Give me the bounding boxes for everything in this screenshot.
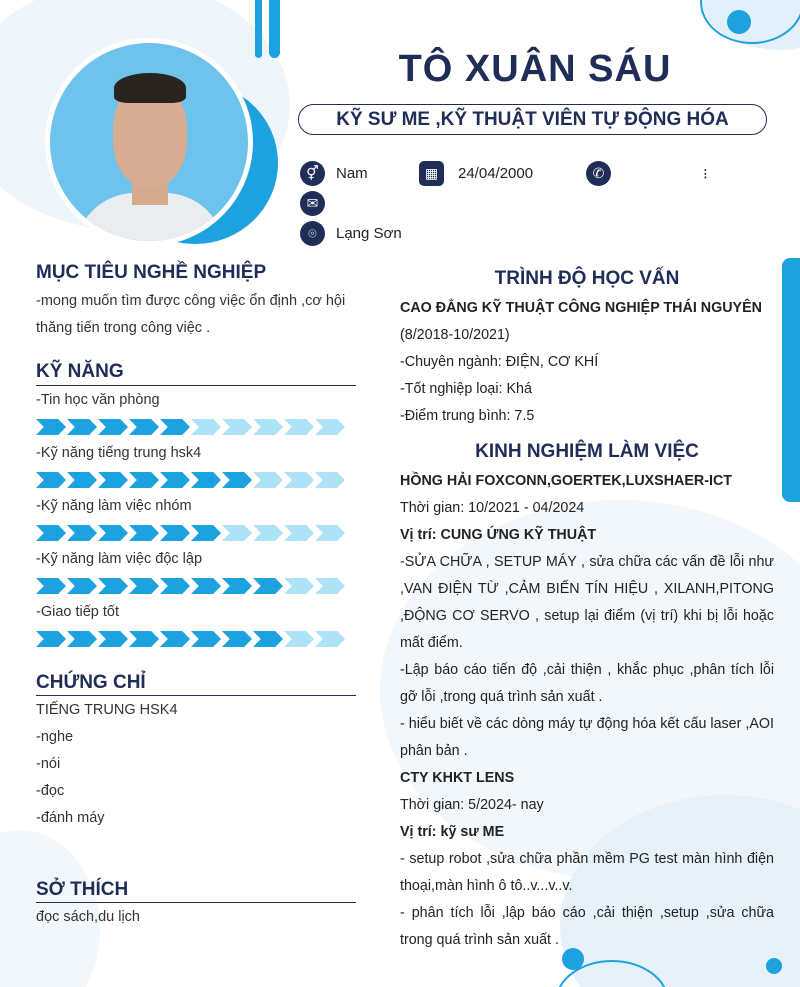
- skill-chevron: [36, 472, 66, 488]
- certificate-item: -đánh máy: [36, 810, 105, 826]
- job-description: -SỬA CHỮA , SETUP MÁY , sửa chữa các vấn đề lỗi như ,VAN ĐIỆN TỪ ,CẢM BIẾN TÍN HIỆU , XILANH,PITONG ,ĐỘNG CƠ SERVO , setup lại điểm (vị trí) khi bị lỗi hoặc mất điểm.: [400, 554, 774, 651]
- skill-chevron: [222, 472, 252, 488]
- person-hair: [114, 73, 186, 103]
- skill-chevron: [315, 472, 345, 488]
- job-description: - setup robot ,sửa chữa phần mềm PG test màn hình điện thoại,màn hình ô tô..v...v..v.: [400, 851, 774, 894]
- job-description: - hiểu biết về các dòng máy tự động hóa kết cấu laser ,AOI phân bản .: [400, 716, 774, 759]
- skill-chevron: [160, 578, 190, 594]
- skill-chevron: [191, 419, 221, 435]
- education-school: CAO ĐẲNG KỸ THUẬT CÔNG NGHIỆP THÁI NGUYÊN: [400, 300, 762, 316]
- skill-chevron: [98, 525, 128, 541]
- education-gpa: -Điểm trung bình: 7.5: [400, 408, 535, 424]
- education-major: -Chuyên ngành: ĐIỆN, CƠ KHÍ: [400, 354, 599, 370]
- skill-chevron: [67, 525, 97, 541]
- objective-line-1: -mong muốn tìm được công việc ổn định ,cơ hội: [36, 293, 346, 309]
- skill-chevron: [315, 525, 345, 541]
- education-title: TRÌNH ĐỘ HỌC VẤN: [494, 268, 680, 289]
- top-bar-1: [255, 0, 262, 58]
- side-bar-right: [782, 258, 800, 502]
- job-description: - phân tích lỗi ,lập báo cáo ,cải thiện ,setup ,sửa chữa trong quá trình sản xuất .: [400, 905, 774, 948]
- phone-value: ⁝: [703, 166, 708, 183]
- hobbies-text: đọc sách,du lịch: [36, 909, 140, 925]
- skill-chevron: [36, 631, 66, 647]
- skills-divider: [36, 385, 356, 386]
- skill-chevron: [67, 631, 97, 647]
- skill-label: -Kỹ năng làm việc độc lập: [36, 551, 203, 567]
- skill-chevron: [253, 419, 283, 435]
- certificate-item: TIẾNG TRUNG HSK4: [36, 702, 178, 718]
- address-value: Lạng Sơn: [336, 225, 402, 242]
- certificate-item: -đọc: [36, 783, 65, 799]
- skill-label: -Giao tiếp tốt: [36, 604, 120, 620]
- skill-chevron: [315, 578, 345, 594]
- gender-icon: ⚥: [300, 161, 325, 186]
- skill-chevron: [67, 578, 97, 594]
- skill-chevron: [98, 631, 128, 647]
- skill-chevron: [191, 631, 221, 647]
- skill-chevron: [129, 631, 159, 647]
- skill-chevron: [36, 419, 66, 435]
- hobbies-title: SỞ THÍCH: [36, 879, 129, 900]
- objective-title: MỤC TIÊU NGHỀ NGHIỆP: [36, 262, 267, 283]
- top-bar-2: [269, 0, 280, 58]
- certificates-divider: [36, 695, 356, 696]
- objective-line-2: thăng tiến trong công việc .: [36, 320, 211, 336]
- certificates-title: CHỨNG CHỈ: [36, 672, 146, 693]
- job-position: Vị trí: CUNG ỨNG KỸ THUẬT: [400, 527, 597, 543]
- skill-chevron: [191, 472, 221, 488]
- calendar-icon: ▦: [419, 161, 444, 186]
- dot-top-right: [727, 10, 751, 34]
- skill-chevron: [315, 419, 345, 435]
- job-time: Thời gian: 10/2021 - 04/2024: [400, 500, 585, 516]
- skill-chevron: [36, 578, 66, 594]
- skill-chevron: [160, 525, 190, 541]
- skill-chevron: [222, 419, 252, 435]
- skill-chevron: [284, 419, 314, 435]
- job-description: -Lập báo cáo tiến độ ,cải thiện , khắc phục ,phân tích lỗi gỡ lỗi ,trong quá trình sản xuất .: [400, 662, 774, 705]
- skill-label: -Tin học văn phòng: [36, 392, 160, 408]
- hobbies-divider: [36, 902, 356, 903]
- skill-chevron: [191, 525, 221, 541]
- dot-bottom-right: [766, 958, 782, 974]
- skill-chevron: [315, 631, 345, 647]
- skill-chevron: [67, 419, 97, 435]
- skill-chevron: [129, 472, 159, 488]
- candidate-name: TÔ XUÂN SÁU: [398, 48, 672, 90]
- skill-chevron: [67, 472, 97, 488]
- skill-chevron: [129, 525, 159, 541]
- education-period: (8/2018-10/2021): [400, 327, 510, 343]
- skill-chevron: [98, 578, 128, 594]
- skill-chevron: [222, 525, 252, 541]
- phone-icon: ✆: [586, 161, 611, 186]
- skill-chevron: [129, 578, 159, 594]
- skill-chevron: [284, 525, 314, 541]
- skill-chevron: [98, 419, 128, 435]
- education-grade: -Tốt nghiệp loại: Khá: [400, 381, 532, 397]
- skill-chevron: [284, 578, 314, 594]
- certificate-item: -nói: [36, 756, 61, 772]
- skill-chevron: [160, 472, 190, 488]
- skill-chevron: [36, 525, 66, 541]
- skills-title: KỸ NĂNG: [36, 361, 124, 382]
- location-pin-icon: ⌾: [300, 221, 325, 246]
- skill-chevron: [222, 578, 252, 594]
- job-title-badge: KỸ SƯ ME ,KỸ THUẬT VIÊN TỰ ĐỘNG HÓA: [298, 104, 767, 135]
- job-time: Thời gian: 5/2024- nay: [400, 797, 544, 813]
- birthday-value: 24/04/2000: [458, 165, 534, 182]
- experience-title: KINH NGHIỆM LÀM VIỆC: [475, 441, 699, 462]
- skill-chevron: [160, 419, 190, 435]
- skill-chevron: [253, 631, 283, 647]
- job-company: HỒNG HẢI FOXCONN,GOERTEK,LUXSHAER-ICT: [400, 473, 733, 489]
- certificate-item: -nghe: [36, 729, 74, 745]
- avatar-photo: [50, 43, 248, 241]
- email-icon: ✉: [300, 191, 325, 216]
- skill-chevron: [284, 472, 314, 488]
- skill-label: -Kỹ năng tiếng trung hsk4: [36, 445, 202, 461]
- skill-chevron: [191, 578, 221, 594]
- skill-chevron: [284, 631, 314, 647]
- job-company: CTY KHKT LENS: [400, 770, 515, 786]
- skill-label: -Kỹ năng làm việc nhóm: [36, 498, 192, 514]
- skill-chevron: [253, 472, 283, 488]
- skill-chevron: [160, 631, 190, 647]
- skill-chevron: [253, 578, 283, 594]
- skill-chevron: [129, 419, 159, 435]
- gender-value: Nam: [336, 165, 368, 182]
- skill-chevron: [98, 472, 128, 488]
- skill-chevron: [253, 525, 283, 541]
- skill-chevron: [222, 631, 252, 647]
- job-position: Vị trí: kỹ sư ME: [400, 824, 505, 840]
